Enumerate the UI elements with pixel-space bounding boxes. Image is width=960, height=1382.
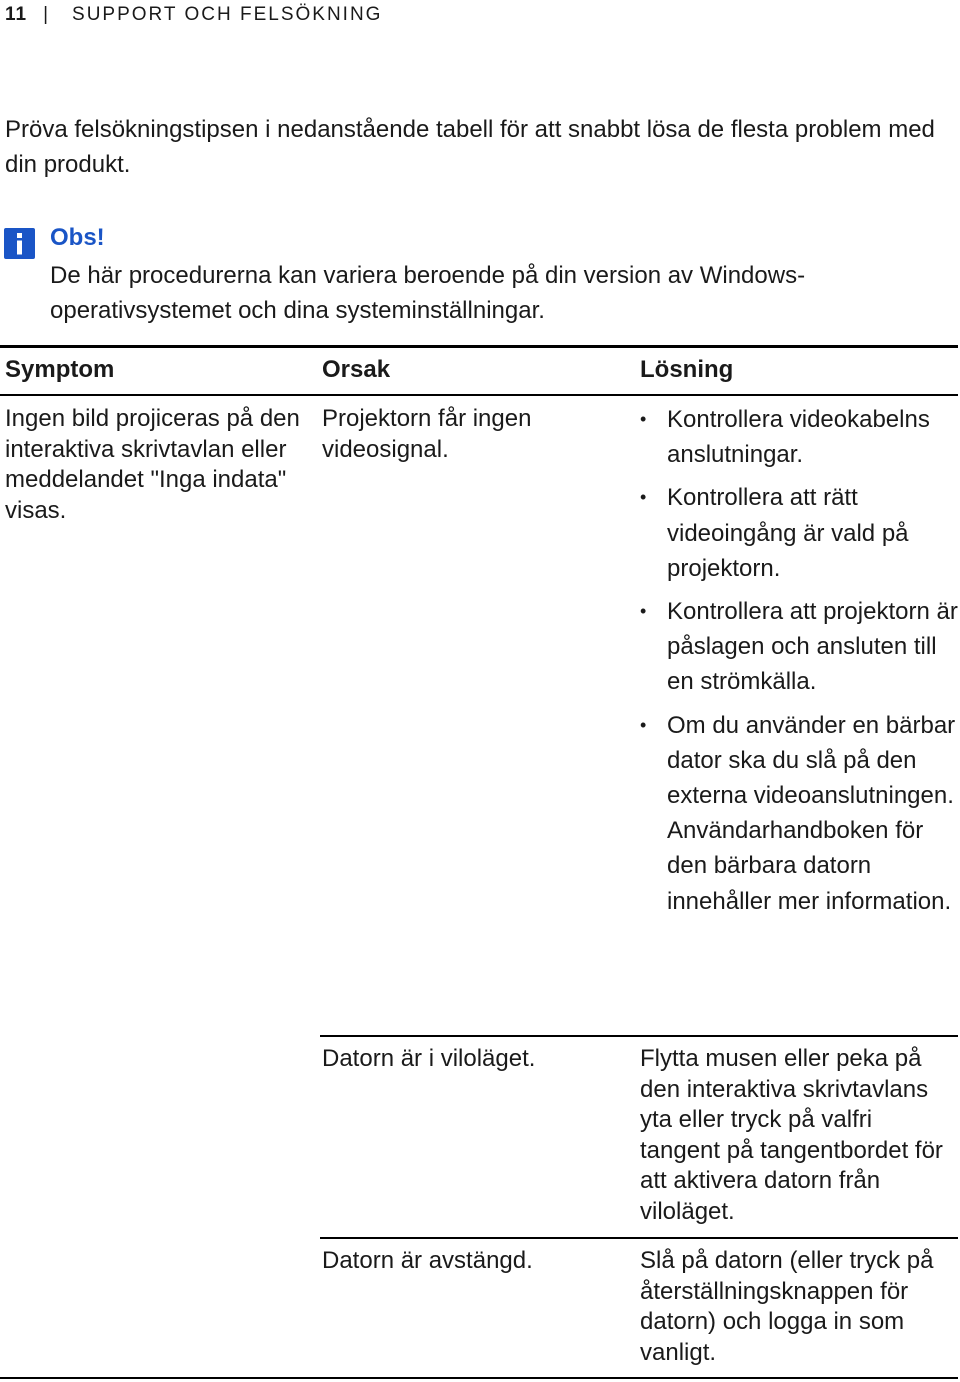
- info-icon: [4, 228, 35, 259]
- bullet-icon: •: [640, 487, 647, 508]
- row3-solution: Slå på datorn (eller tryck på återställningsknappen för datorn) och logga in som vanligt.: [640, 1247, 934, 1366]
- row3-cause: Datorn är avstängd.: [322, 1247, 533, 1274]
- row1-cause: Projektorn får ingen videosignal.: [322, 405, 532, 463]
- row-divider: [320, 1237, 958, 1239]
- header-symptom: Symptom: [5, 356, 115, 383]
- bullet-icon: •: [640, 409, 647, 429]
- header-rule: [0, 394, 958, 396]
- list-item: • Kontrollera att rätt videoingång är vald på projektorn.: [640, 480, 958, 586]
- page-header: [5, 4, 382, 26]
- section-title: SUPPORT OCH FELSÖKNING: [72, 4, 383, 25]
- header-cause: Orsak: [322, 356, 391, 383]
- table-top-rule: [0, 345, 958, 348]
- bullet-icon: •: [640, 714, 647, 735]
- bullet-icon: •: [640, 601, 647, 622]
- row2-cause: Datorn är i viloläget.: [322, 1045, 536, 1072]
- header-solution: Lösning: [640, 356, 734, 383]
- intro-paragraph: Pröva felsökningstipsen i nedanstående tabell för att snabbt lösa de flesta problem med din produkt.: [5, 116, 935, 178]
- row1-symptom: Ingen bild projiceras på den interaktiva skrivtavlan eller meddelandet "Inga indata" visas.: [5, 405, 300, 524]
- list-item: • Kontrollera videokabelns anslutningar.: [640, 402, 958, 472]
- note-title: Obs!: [50, 224, 105, 251]
- note-body: De här procedurerna kan variera beroende på din version av Windows-operativsystemet och dina systeminställningar.: [50, 262, 806, 324]
- header-separator: |: [43, 4, 51, 25]
- row-divider: [320, 1035, 958, 1037]
- list-item: • Om du använder en bärbar dator ska du slå på den externa videoanslutningen. Användarhandboken för den bärbara datorn innehåller mer information.: [640, 708, 958, 919]
- list-item: • Kontrollera att projektorn är påslagen och ansluten till en strömkälla.: [640, 594, 958, 700]
- row2-solution: Flytta musen eller peka på den interaktiva skrivtavlans yta eller tryck på valfri tangent på tangentbordet för att aktivera datorn från viloläget.: [640, 1045, 943, 1225]
- row1-solution-list: [640, 402, 958, 927]
- table-bottom-rule: [0, 1377, 958, 1379]
- page-number: 11: [5, 4, 28, 25]
